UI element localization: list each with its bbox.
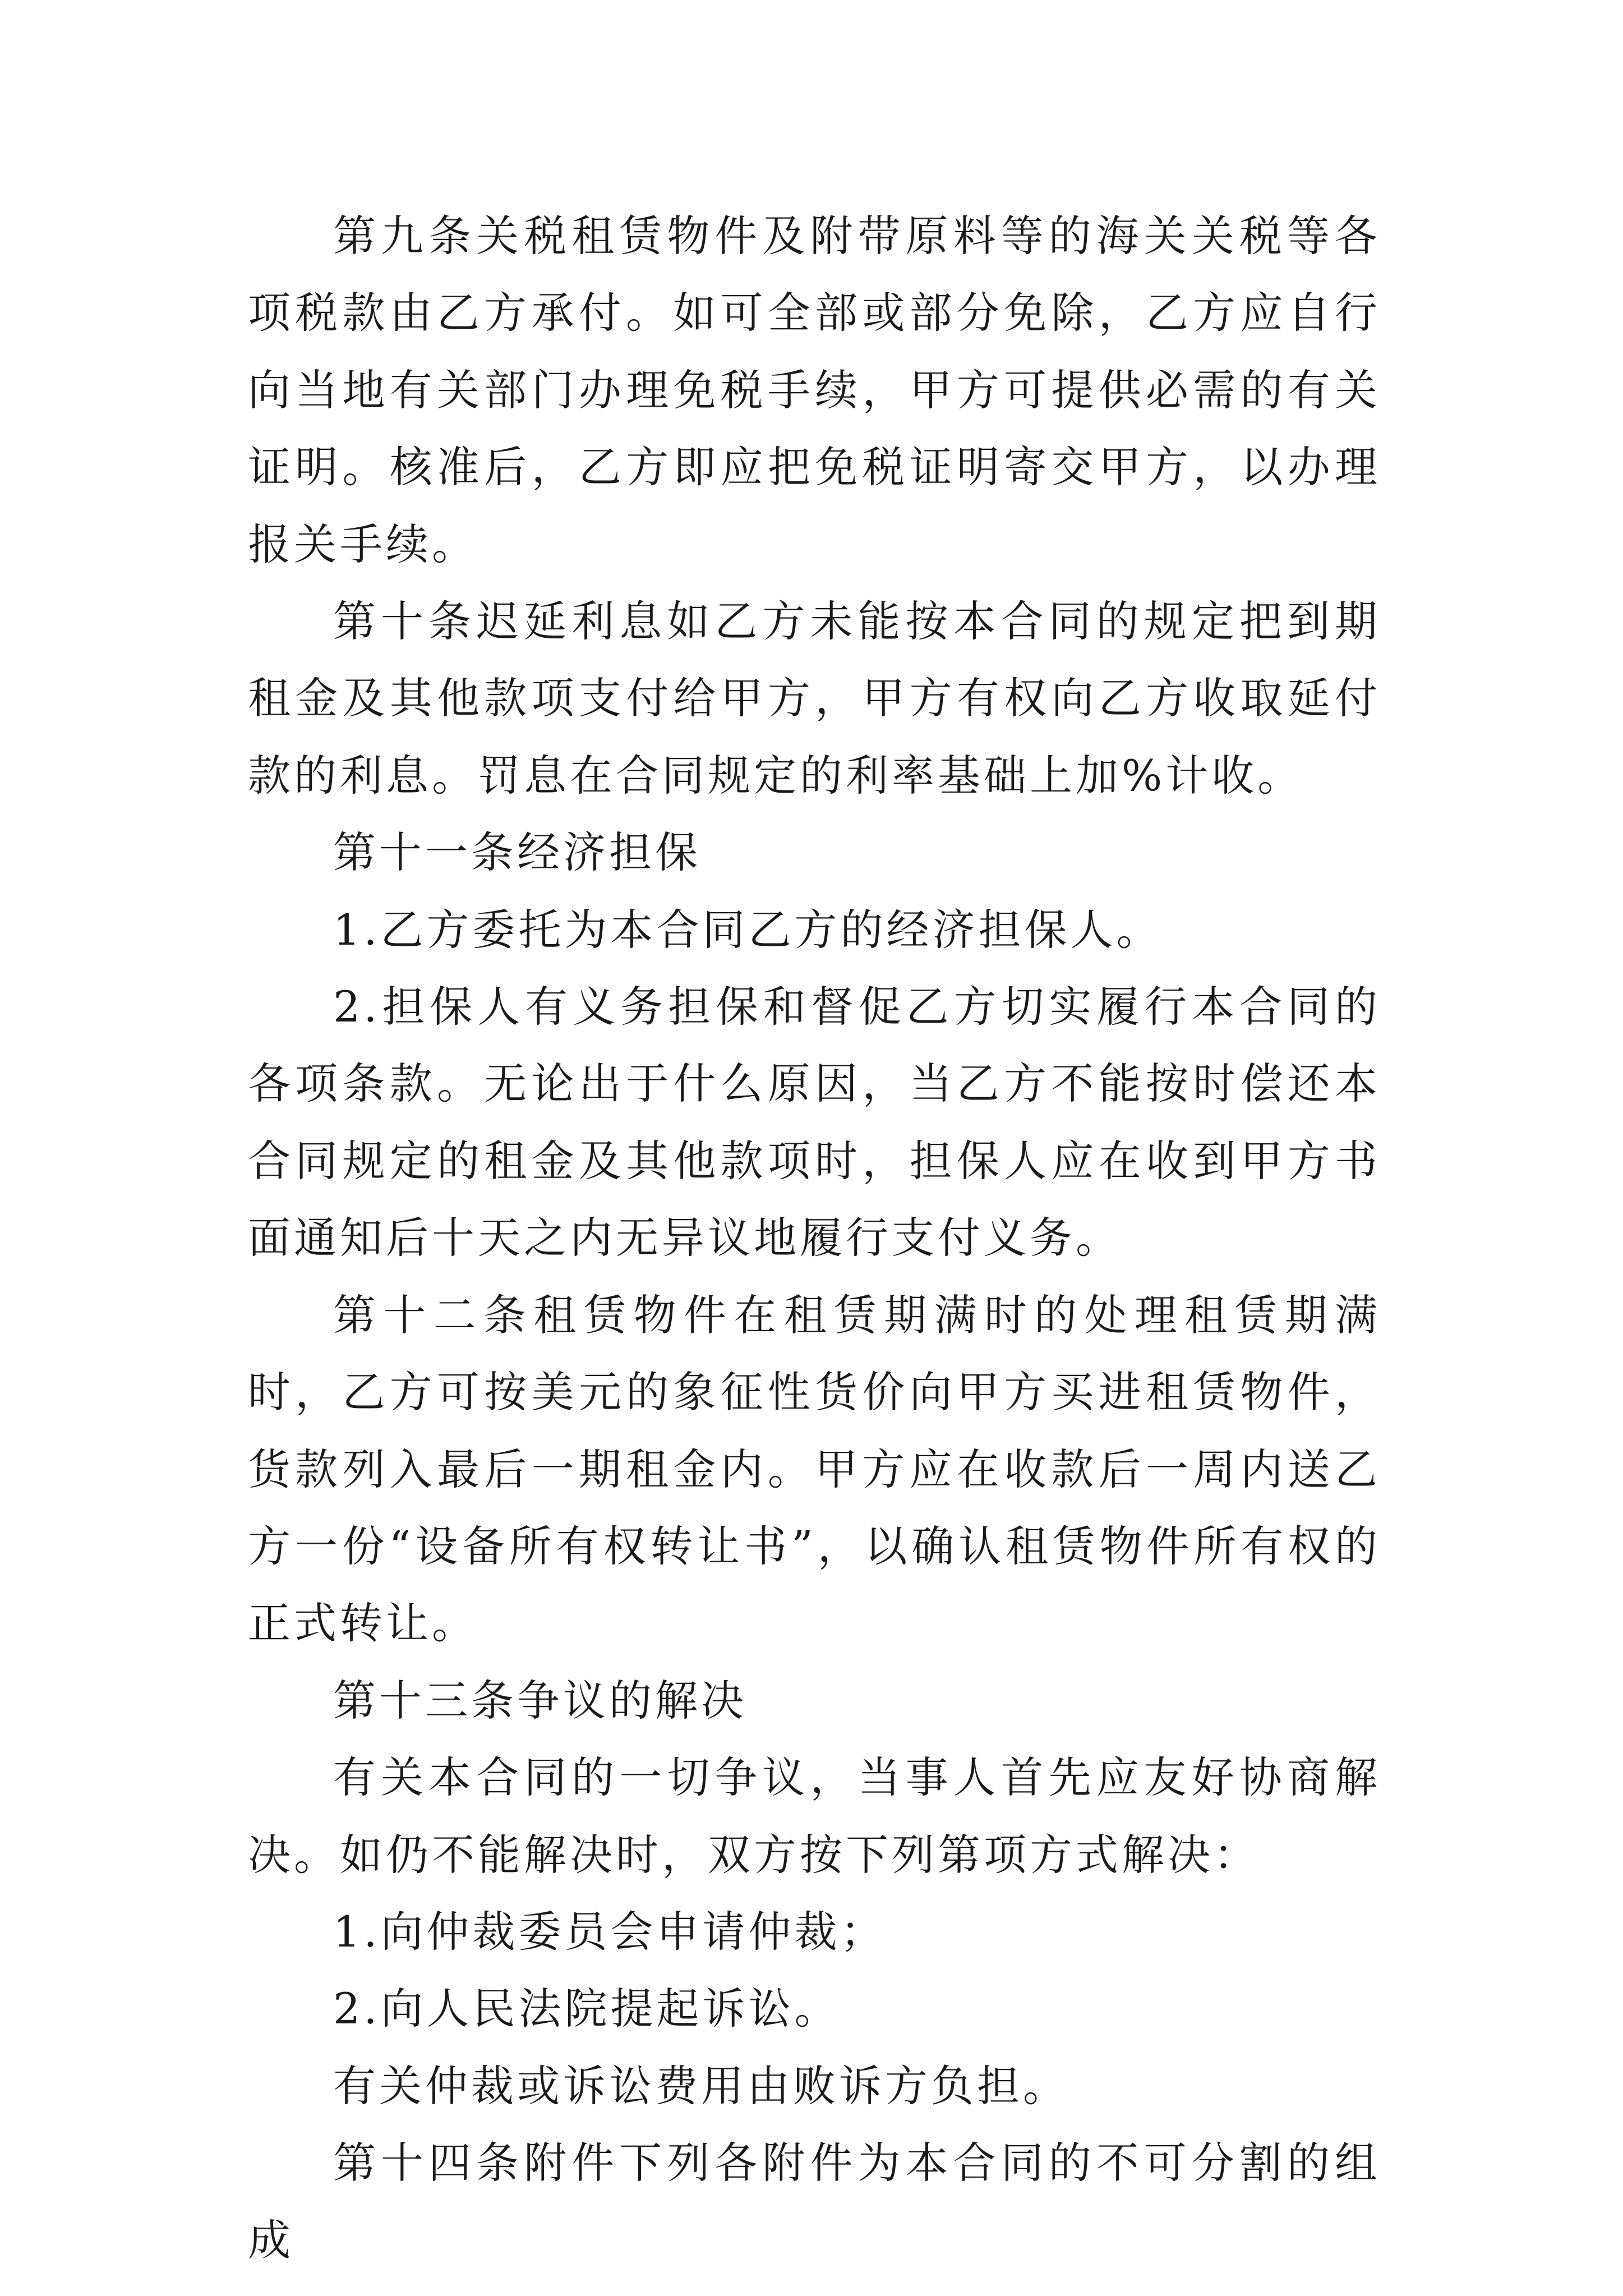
paragraph-article-14-attachments: 第十四条附件下列各附件为本合同的不可分割的组成 <box>248 2138 1381 2265</box>
paragraph-article-11-item-1: 1.乙方委托为本合同乙方的经济担保人。 <box>333 904 1163 955</box>
document-body <box>248 197 1381 2279</box>
paragraph-article-13-body: 有关本合同的一切争议，当事人首先应友好协商解决。如仍不能解决时，双方按下列第项方式解决： <box>248 1752 1381 1880</box>
paragraph-article-9-customs-duty: 第九条关税租赁物件及附带原料等的海关关税等各项税款由乙方承付。如可全部或部分免除，乙方应自行向当地有关部门办理免税手续，甲方可提供必需的有关证明。核准后，乙方即应把免税证明寄交甲方，以办理报关手续。 <box>248 211 1381 569</box>
paragraph-article-13-heading: 第十三条争议的解决 <box>333 1675 747 1726</box>
paragraph-article-10-late-interest: 第十条迟延利息如乙方未能按本合同的规定把到期租金及其他款项支付给甲方，甲方有权向乙方收取延付款的利息。罚息在合同规定的利率基础上加%计收。 <box>248 596 1381 800</box>
paragraph-article-11-heading: 第十一条经济担保 <box>333 827 701 878</box>
paragraph-article-12-expiry: 第十二条租赁物件在租赁期满时的处理租赁期满时，乙方可按美元的象征性货价向甲方买进租赁物件，货款列入最后一期租金内。甲方应在收款后一周内送乙方一份“设备所有权转让书”，以确认租赁物件所有权的正式转让。 <box>248 1290 1381 1649</box>
paragraph-article-11-item-2: 2.担保人有义务担保和督促乙方切实履行本合同的各项条款。无论出于什么原因，当乙方不能按时偿还本合同规定的租金及其他款项时，担保人应在收到甲方书面通知后十天之内无异议地履行支付义务。 <box>248 982 1381 1263</box>
paragraph-article-13-item-2: 2.向人民法院提起诉讼。 <box>333 1984 841 2034</box>
paragraph-article-13-costs: 有关仲裁或诉讼费用由败诉方负担。 <box>333 2060 1069 2111</box>
paragraph-article-13-item-1: 1.向仲裁委员会申请仲裁； <box>333 1906 887 1957</box>
